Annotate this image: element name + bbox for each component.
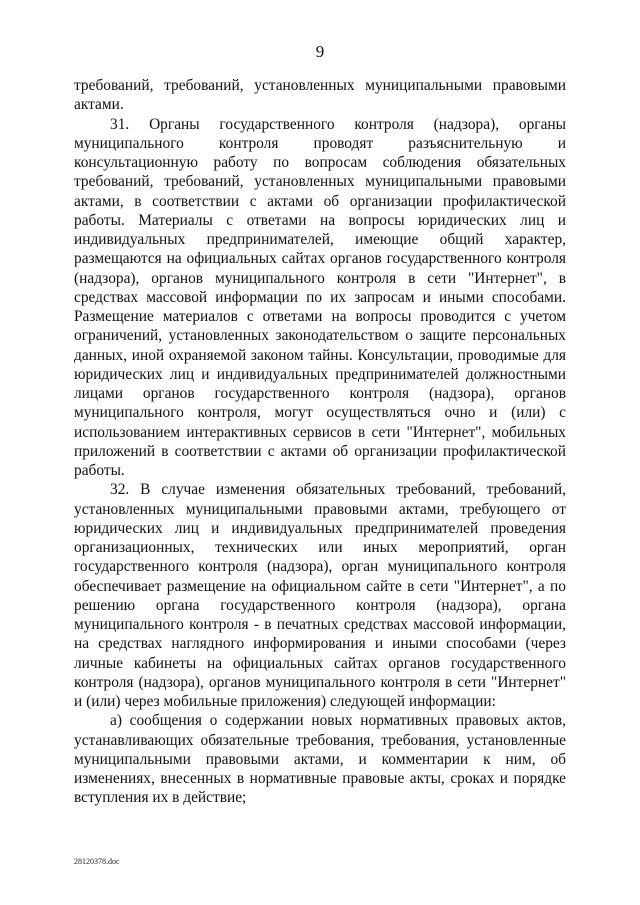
footer-file-reference: 28120378.doc bbox=[74, 857, 120, 866]
document-body bbox=[74, 76, 566, 808]
page-number: 9 bbox=[315, 42, 325, 61]
paragraph-continuation: требований, требований, установленных муниципальными правовыми актами. bbox=[74, 77, 566, 114]
paragraph-31: 31. Органы государственного контроля (надзора), органы муниципального контроля проводят разъяснительную и консультационную работу по вопросам соблюдения обязательных требований, требований, установленных муниципальными правовыми актами, в соответствии с актами об организации профилактической работы. Материалы с ответами на вопросы юридических лиц и индивидуальных предпринимателей, имеющие общий характер, размещаются на официальных сайтах органов государственного контроля (надзора), органов муниципального контроля в сети "Интернет", в средствах массовой информации по их запросам и иными способами. Размещение материалов с ответами на вопросы проводится с учетом ограничений, установленных законодательством о защите персональных данных, иной охраняемой законом тайны. Консультации, проводимые для юридических лиц и индивидуальных предпринимателей должностными лицами органов государственного контроля (надзора), органов муниципального контроля, могут осуществляться очно и (или) с использованием интерактивных сервисов в сети "Интернет", мобильных приложений в соответствии с актами об организации профилактической работы. bbox=[74, 115, 566, 479]
paragraph-32a: а) сообщения о содержании новых нормативных правовых актов, устанавливающих обязательные требования, требования, установленные муниципальными правовыми актами, и комментарии к ним, об изменениях, внесенных в нормативные правовые акты, сроках и порядке вступления их в действие; bbox=[74, 712, 566, 807]
paragraph-32: 32. В случае изменения обязательных требований, требований, установленных муниципальными правовыми актами, требующего от юридических лиц и индивидуальных предпринимателей проведения организационных, технических или иных мероприятий, орган государственного контроля (надзора), орган муниципального контроля обеспечивает размещение на официальном сайте в сети "Интернет", а по решению органа государственного контроля (надзора), органа муниципального контроля - в печатных средствах массовой информации, на средствах наглядного информирования и иными способами (через личные кабинеты на официальных сайтах органов государственного контроля (надзора), органов муниципального контроля в сети "Интернет" и (или) через мобильные приложения) следующей информации: bbox=[74, 481, 566, 710]
